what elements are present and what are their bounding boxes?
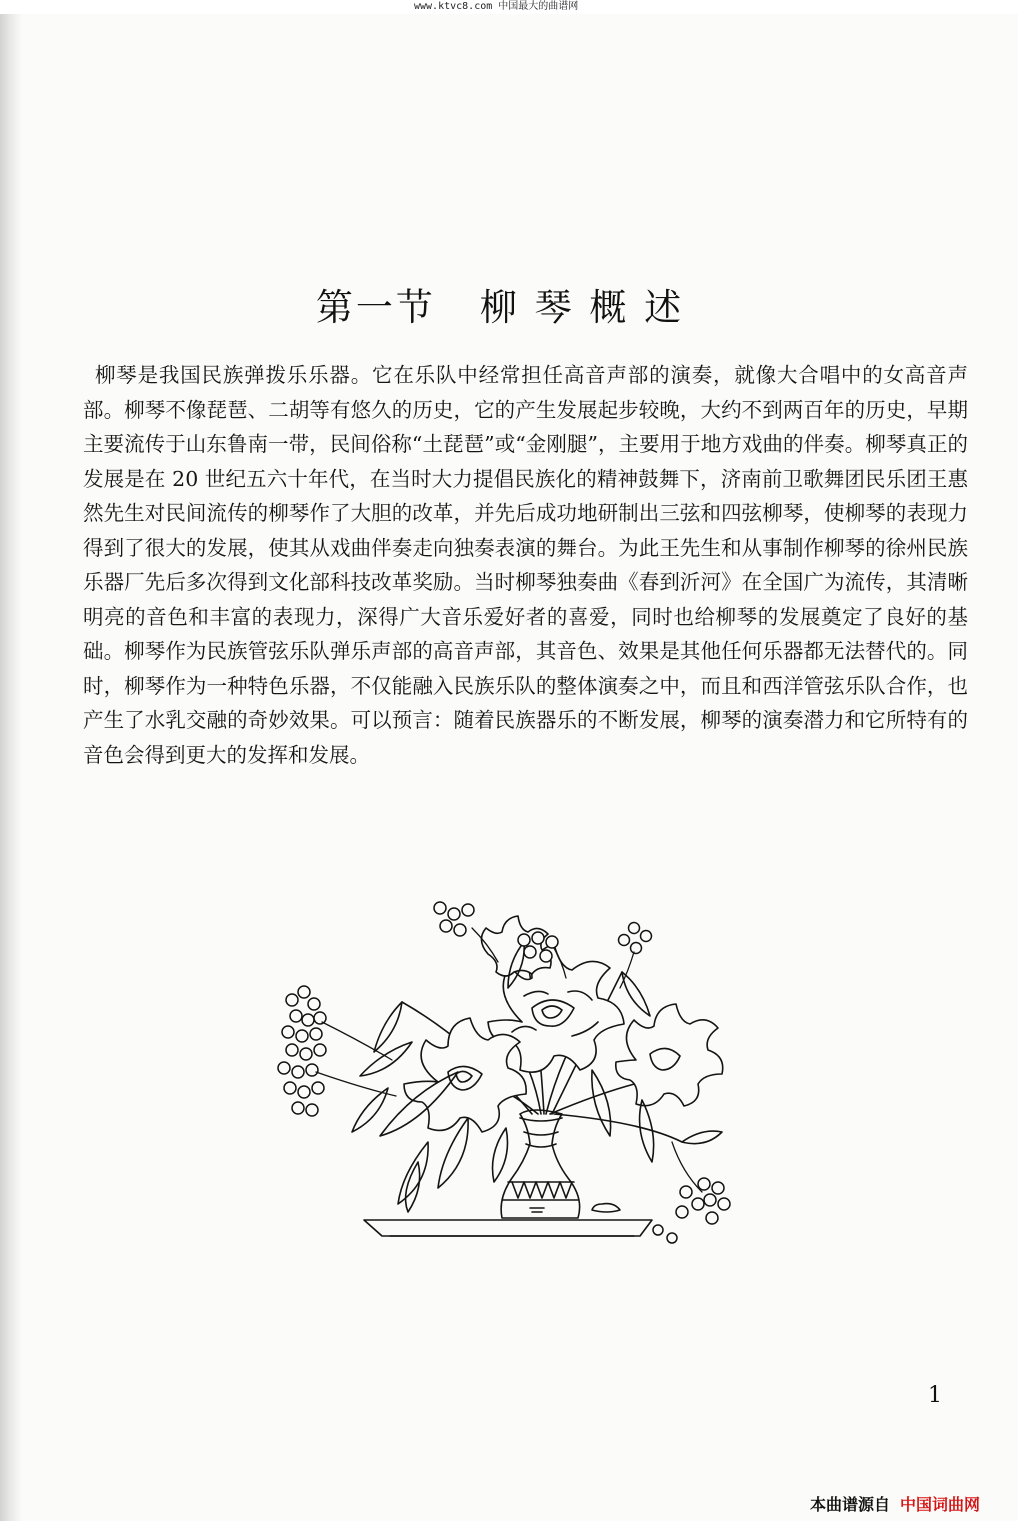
page-number: 1 <box>928 1383 942 1408</box>
body-text <box>83 358 968 772</box>
source-strip <box>0 0 1018 14</box>
footer-credit <box>810 1494 980 1516</box>
credit-site-link[interactable]: 中国词曲网 <box>900 1495 981 1514</box>
section-heading: 柳 琴 概 述 <box>479 286 685 329</box>
credit-prefix: 本曲谱源自 <box>810 1495 891 1514</box>
body-paragraph: 柳琴是我国民族弹拨乐乐器。它在乐队中经常担任高音声部的演奏，就像大合唱中的女高音声部。柳琴不像琵琶、二胡等有悠久的历史，它的产生发展起步较晚，大约不到两百年的历史，早期主要流传于山东鲁南一带，民间俗称“土琵琶”或“金刚腿”，主要用于地方戏曲的伴奏。柳琴真正的发展是在 20 世纪五六十年代，在当时大力提倡民族化的精神鼓舞下，济南前卫歌舞团民乐团王惠然先生对民间流传的柳琴作了大胆的改革，并先后成功地研制出三弦和四弦柳琴，使柳琴的表现力得到了很大的发展，使其从戏曲伴奏走向独奏表演的舞台。为此王先生和从事制作柳琴的徐州民族乐器厂先后多次得到文化部科技改革奖励。当时柳琴独奏曲《春到沂河》在全国广为流传，其清晰明亮的音色和丰富的表现力，深得广大音乐爱好者的喜爱，同时也给柳琴的发展奠定了良好的基础。柳琴作为民族管弦乐队弹乐声部的高音声部，其音色、效果是其他任何乐器都无法替代的。同时，柳琴作为一种特色乐器，不仅能融入民族乐队的整体演奏之中，而且和西洋管弦乐队合作，也产生了水乳交融的奇妙效果。可以预言：随着民族器乐的不断发展，柳琴的演奏潜力和它所特有的音色会得到更大的发挥和发展。 <box>83 363 968 767</box>
section-title <box>240 278 760 338</box>
page-edge-shadow <box>0 0 22 1521</box>
section-number: 第一节 <box>315 286 436 329</box>
flower-vase-illustration-icon <box>262 892 742 1292</box>
source-url[interactable]: www.ktvc8.com 中国最大的曲谱网 <box>414 1 579 12</box>
